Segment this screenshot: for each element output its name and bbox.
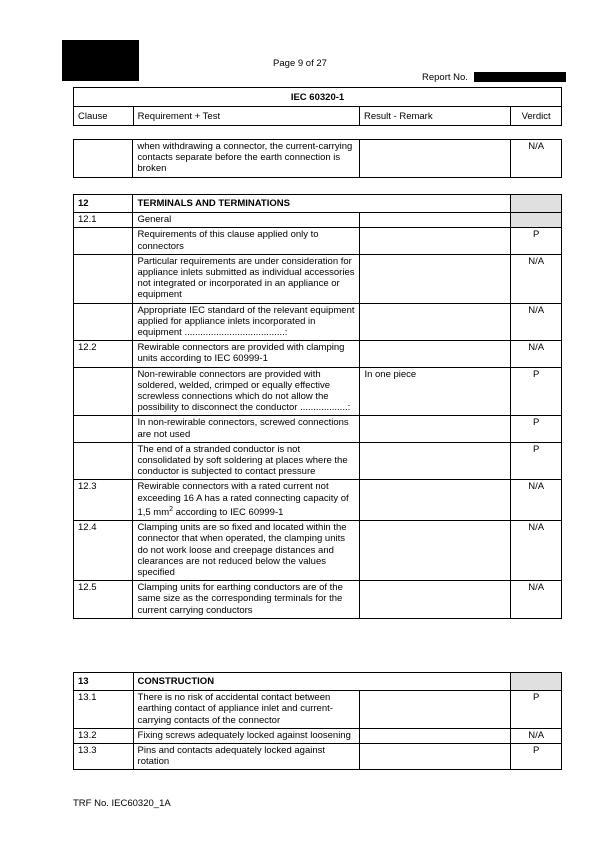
clause-cell: 13.1 [74,691,134,729]
table-row [74,254,562,303]
col-verdict: Verdict [511,107,562,126]
table-row [74,416,562,442]
requirement-cell: There is no risk of accidental contact between earthing contact of appliance inlet and current-carrying contacts of the connector [133,691,360,729]
clause-cell: 13.2 [74,728,134,743]
requirement-cell: In non-rewirable connectors, screwed connections are not used [133,416,360,442]
section-title: CONSTRUCTION [133,673,511,691]
table-row [74,728,562,743]
result-cell [360,728,511,743]
clause-cell [74,442,133,480]
result-cell: In one piece [360,367,511,416]
requirement-cell: Rewirable connectors are provided with clamping units according to IEC 60999-1 [133,341,360,367]
table-row [74,140,562,178]
verdict-cell: N/A [511,728,562,743]
verdict-cell: N/A [511,140,562,178]
table-row [74,744,562,770]
table-row [74,213,562,228]
table-row [74,228,562,254]
requirement-cell: Requirements of this clause applied only to connectors [133,228,360,254]
redacted-report-number [474,72,566,82]
clause-cell: 12.2 [74,341,133,367]
requirement-cell: Particular requirements are under consideration for appliance inlets submitted as individual accessories not integrated or incorporated in an appliance or equipment [133,254,360,303]
table-row [74,303,562,341]
report-no-label: Report No. [422,72,468,83]
standard-title: IEC 60320-1 [74,88,562,107]
result-cell [360,303,511,341]
section-number: 12 [74,195,133,213]
result-cell [360,480,511,521]
clause-cell: 12.1 [74,213,133,228]
clause-cell: 12.5 [74,581,133,619]
clause-cell [74,416,133,442]
table-row [74,521,562,581]
verdict-cell: P [511,744,562,770]
verdict-cell [511,213,562,228]
footer-trf-number: TRF No. IEC60320_1A [73,798,171,809]
result-cell [360,521,511,581]
requirement-cell: Clamping units for earthing conductors are of the same size as the corresponding terminals for the current carrying conductors [133,581,360,619]
requirement-cell: Non-rewirable connectors are provided with soldered, welded, crimped or equally effective screwless connections which do not allow the possibility to disconnect the conductor ..................: [133,367,360,416]
clause-cell [74,367,133,416]
clause-cell [74,140,133,178]
verdict-cell: P [511,416,562,442]
requirement-cell: Pins and contacts adequately locked against rotation [133,744,360,770]
result-cell [360,691,511,729]
col-result: Result - Remark [359,107,510,126]
verdict-cell: P [511,442,562,480]
clause-cell [74,228,133,254]
result-cell [360,581,511,619]
table-row [74,367,562,416]
requirement-cell: Rewirable connectors with a rated current not exceeding 16 A has a rated connecting capacity of 1,5 $mm^2$ according to IEC 60999-1 [133,480,360,521]
continuation-table [73,139,562,178]
col-requirement: Requirement + Test [133,107,359,126]
clause-cell: 12.4 [74,521,133,581]
section-header [74,195,562,213]
page-number: Page 9 of 27 [273,58,327,69]
verdict-cell: P [511,228,562,254]
verdict-cell: N/A [511,521,562,581]
verdict-cell: N/A [511,303,562,341]
clause-cell [74,254,133,303]
requirement-cell: Appropriate IEC standard of the relevant equipment applied for appliance inlets incorporated in equipment ......................................: [133,303,360,341]
requirement-cell: when withdrawing a connector, the current-carrying contacts separate before the earth connection is broken [133,140,360,178]
header-table [73,87,562,126]
requirement-cell: General [133,213,360,228]
result-cell [360,228,511,254]
table-row [74,691,562,729]
requirement-cell: The end of a stranded conductor is not consolidated by soft soldering at places where the conductor is subjected to contact pressure [133,442,360,480]
result-cell [360,442,511,480]
result-cell [360,213,511,228]
verdict-cell: N/A [511,480,562,521]
verdict-cell: P [511,367,562,416]
section-header [74,673,562,691]
clause-cell [74,303,133,341]
section-12-table [73,194,562,619]
verdict-cell: N/A [511,581,562,619]
result-cell [360,341,511,367]
col-clause: Clause [74,107,134,126]
requirement-cell: Clamping units are so fixed and located within the connector that when operated, the clamping units do not work loose and creepage distances and clearances are not reduced below the values specified [133,521,360,581]
table-row [74,480,562,521]
section-title: TERMINALS AND TERMINATIONS [133,195,511,213]
verdict-cell: N/A [511,341,562,367]
section-number: 13 [74,673,134,691]
table-row [74,581,562,619]
table-row [74,442,562,480]
result-cell [360,416,511,442]
verdict-cell: P [511,691,562,729]
table-row [74,341,562,367]
clause-cell: 12.3 [74,480,133,521]
clause-cell: 13.3 [74,744,134,770]
result-cell [360,140,511,178]
verdict-cell: N/A [511,254,562,303]
requirement-cell: Fixing screws adequately locked against loosening [133,728,360,743]
section-13-table [73,672,562,770]
result-cell [360,744,511,770]
result-cell [360,254,511,303]
